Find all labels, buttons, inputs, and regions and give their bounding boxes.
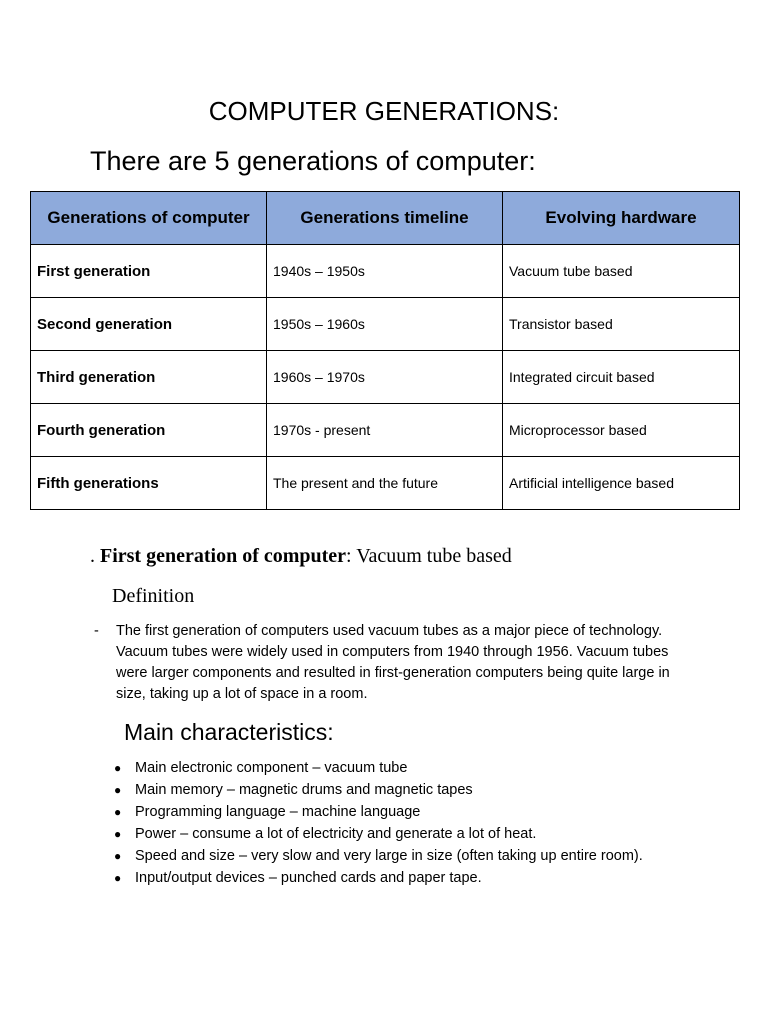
bullet-icon: ● — [114, 827, 122, 841]
list-item-text: Main memory – magnetic drums and magnetic tapes — [135, 782, 473, 798]
bullet-icon: ● — [114, 761, 122, 775]
table-row — [31, 404, 740, 457]
list-item-text: Power – consume a lot of electricity and generate a lot of heat. — [135, 826, 537, 842]
table-row — [31, 351, 740, 404]
cell-timeline: 1940s – 1950s — [267, 245, 503, 298]
section-prefix: . — [90, 545, 100, 567]
list-item — [112, 823, 672, 845]
section-heading — [90, 542, 512, 570]
characteristics-heading: Main characteristics: — [124, 719, 334, 745]
cell-timeline: The present and the future — [267, 457, 503, 510]
section-heading-rest: : Vacuum tube based — [346, 545, 512, 567]
list-item-text: Main electronic component – vacuum tube — [135, 760, 408, 776]
definition-label: Definition — [112, 585, 195, 607]
bullet-icon: ● — [114, 849, 122, 863]
page-subtitle: There are 5 generations of computer: — [90, 146, 536, 176]
table-row — [31, 245, 740, 298]
list-item — [112, 801, 672, 823]
generations-table — [30, 191, 740, 510]
cell-timeline: 1960s – 1970s — [267, 351, 503, 404]
column-header-hardware: Evolving hardware — [503, 192, 740, 245]
table-header-row — [31, 192, 740, 245]
characteristics-list — [112, 757, 672, 889]
page-title: COMPUTER GENERATIONS: — [208, 96, 560, 126]
bullet-icon: ● — [114, 783, 122, 797]
cell-hardware: Artificial intelligence based — [503, 457, 740, 510]
cell-generation: First generation — [31, 245, 267, 298]
table-row — [31, 457, 740, 510]
list-item — [112, 779, 672, 801]
definition-dash: - — [94, 623, 99, 639]
list-item-text: Programming language – machine language — [135, 804, 421, 820]
list-item-text: Input/output devices – punched cards and paper tape. — [135, 870, 482, 886]
cell-generation: Fourth generation — [31, 404, 267, 457]
list-item-text: Speed and size – very slow and very large in size (often taking up entire room). — [135, 848, 643, 864]
list-item — [112, 867, 672, 889]
cell-generation: Fifth generations — [31, 457, 267, 510]
column-header-timeline: Generations timeline — [267, 192, 503, 245]
cell-hardware: Integrated circuit based — [503, 351, 740, 404]
section-heading-bold: First generation of computer — [100, 545, 347, 567]
cell-timeline: 1950s – 1960s — [267, 298, 503, 351]
cell-timeline: 1970s - present — [267, 404, 503, 457]
cell-hardware: Microprocessor based — [503, 404, 740, 457]
cell-generation: Third generation — [31, 351, 267, 404]
table-row — [31, 298, 740, 351]
bullet-icon: ● — [114, 871, 122, 885]
cell-generation: Second generation — [31, 298, 267, 351]
cell-hardware: Vacuum tube based — [503, 245, 740, 298]
list-item — [112, 757, 672, 779]
list-item — [112, 845, 672, 867]
bullet-icon: ● — [114, 805, 122, 819]
definition-paragraph — [94, 621, 694, 705]
cell-hardware: Transistor based — [503, 298, 740, 351]
definition-body: The first generation of computers used vacuum tubes as a major piece of technology. Vacuum tubes were widely used in computers from 1940 through 1956. Vacuum tubes were larger components and resulted in first-generation computers being quite large in size, taking up a lot of space in a room. — [116, 623, 670, 702]
column-header-generation: Generations of computer — [31, 192, 267, 245]
